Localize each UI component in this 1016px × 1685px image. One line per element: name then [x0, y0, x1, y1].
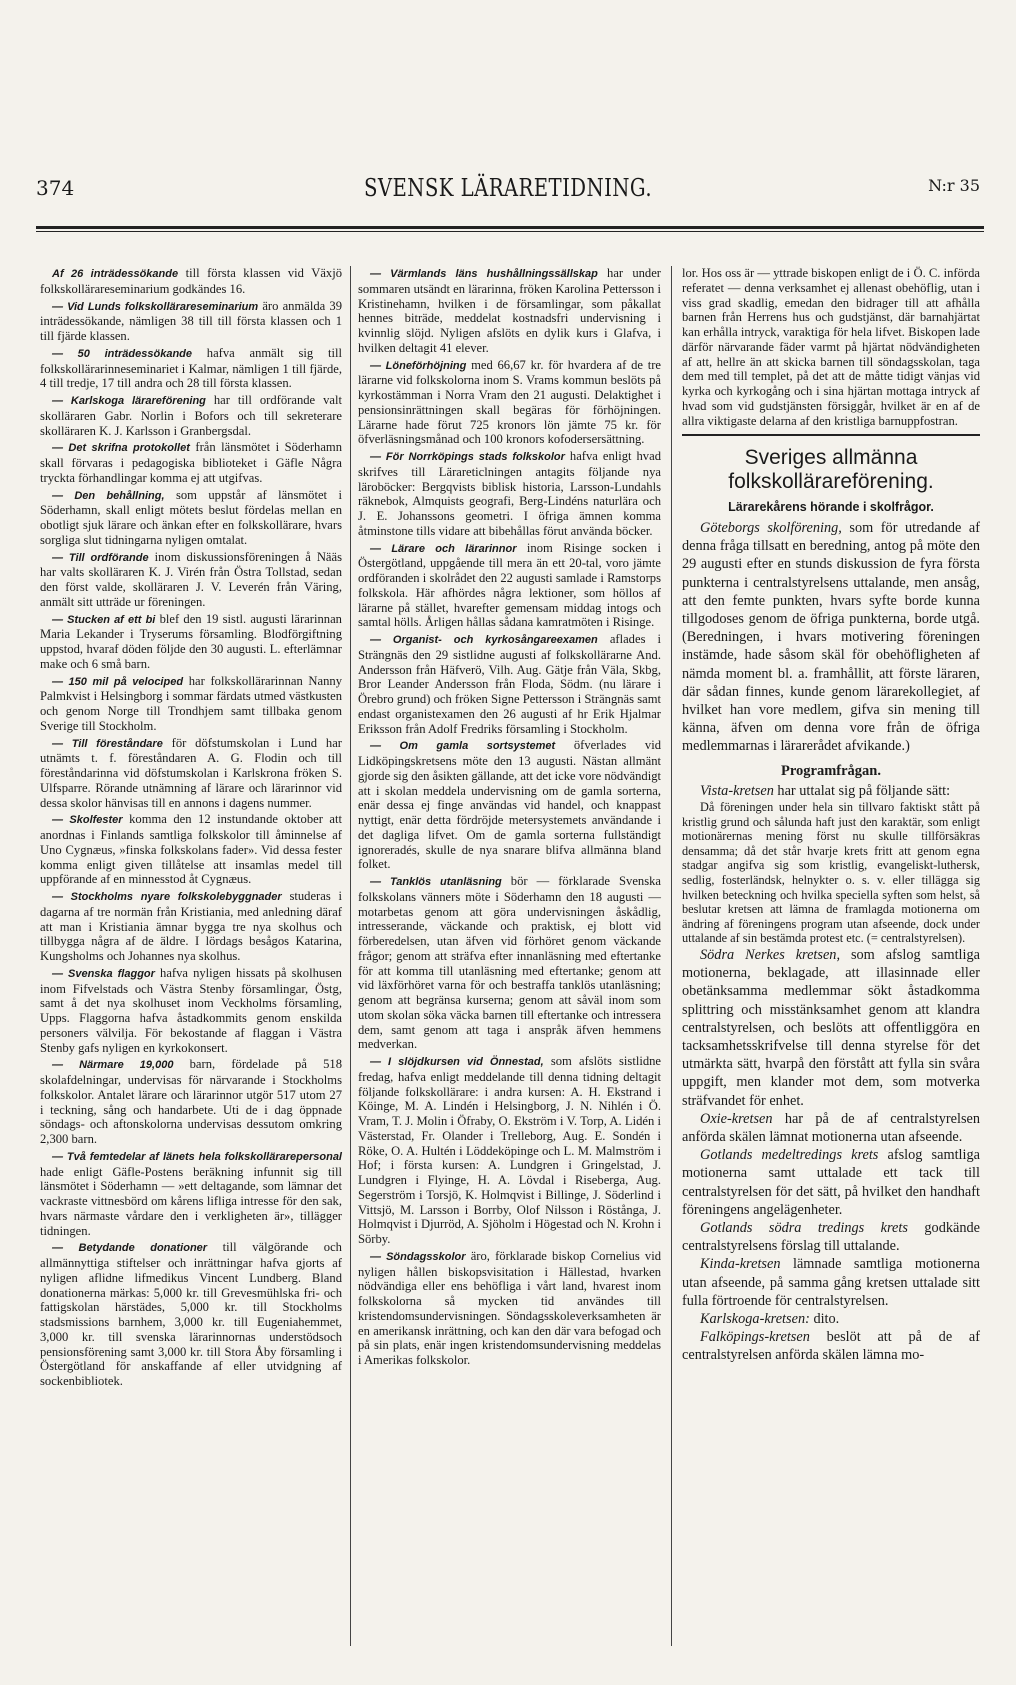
association-section [682, 434, 980, 1364]
newspaper-title: SVENSK LÄRARETIDNING. [364, 174, 652, 202]
quoted-resolution: Då föreningen under hela sin tillvaro faktiskt stått på kristlig grund och sålunda haft just den karaktär, som enligt motionärernas mening först nu skulle tillförsäkras densamma; då det står hvarje krets fritt att genom egna stadgar angifva sig som kristlig, evangeliskt-luthersk, sedlig, fosterländsk, helnykter o. s. v. eller tillägga sig hvilken beteckning och hvilka speciella syften som helst, så beslutar kretsen att lämna de framlagda motionerna om ändring af föreningens program utan afseende, dock under uttalande af sin bestämda protest etc. (= centralstyrelsen). [682, 800, 980, 946]
paragraph: Falköpings-kretsen beslöt att på de af centralstyrelsen anförda skälen lämna mo- [682, 1329, 980, 1364]
paragraph: Gotlands medeltredings krets afslog samtliga motionerna samt uttalade ett tack till centralstyrelsen för det sätt, på hvilket den handhaft föreningens angelägenheter. [682, 1147, 980, 1218]
paragraph: Södra Nerkes kretsen, som afslog samtliga motionerna, beklagade, att illasinnade eller obetänksamma medlemmar sökt åstadkomma splittring och misstänksamhet genom att klandra centralstyrelsen, och beslöts att offentliggöra en tacksamhetsskrifvelse till denna styrelse för det utmärkta sätt, hvarpå den förstått att fylla sin svåra uppgift, men klander mot dem, som motverka sträfvandet för enhet. [682, 946, 980, 1109]
paragraph: Karlskoga-kretsen: dito. [700, 1311, 840, 1328]
news-item: — Tanklös utanläsning bör — förklarade Svenska folkskolans vänners möte i Söderhamn den 18 augusti — motarbetas genom att göra undervisningen åskådlig, intresserande, väckande och praktisk, ej blott vid förberedelsen, utan äfven vid förhöret genom väckande frågor; genom att sträfva efter innanläsning med eftertanke för att komma till utanläsning med eftertanke; genom att vid läxförhöret varna för och bestraffa tanklös utanläsning; genom att begränsa kurserna; genom att såväl inom som utom skolan söka väcka barnen till eftertanke och intressera dem, samt genom att taga i anspråk äfven hemmens medverkan. [358, 874, 661, 1052]
association-heading: Sveriges allmänna folkskollärareförening. [728, 446, 934, 494]
news-item: — För Norrköpings stads folkskolor hafva enligt hvad skrifves till Lärareticlningen antagits följande nya läroböcker: Bergqvists biblisk historia, Larsson-Lundahls räknebok, Almquists geografi, Berg-Lindéns naturlära och J. E. Johanssons geometri. I öfriga ämnen komma åtminstone tills vidare att bibehållas förut använda böcker. [358, 449, 661, 538]
column-2 [358, 266, 661, 1370]
column-3 [682, 266, 980, 1365]
news-item: — Det skrifna protokollet från länsmötet i Söderhamn skall förvaras i pedagogiska biblioteket i Gäfle Några tryckta förhandlingar komma ej att utgifvas. [40, 440, 343, 485]
header-rule-thin [36, 231, 984, 232]
news-item: — I slöjdkursen vid Önnestad, som afslöts sistlidne fredag, hafva enligt meddelande till denna tidning deltagit följande folkskollärare: i andra kursen: A. H. Ekstrand i Köinge, M. A. Lindén i Helsingborg, J. N. Nihlén i Ö. Vram, T. J. Molin i Öfraby, O. Ekström i V. Torp, A. Lidén i Västerstad, Fr. Olander i Trelleborg, Aug. E. Sondén i Röke, O. A. Hultén i Löddeköpinge och L. M. Malmström i Hof; i första kursen: A. Lundgren i Gringelstad, J. Lundgren i Flyinge, H. A. Lövdal i Riseberga, Aug. Segerström i Torsjö, K. Holmqvist i Billinge, J. Söderlind i Vittsjö, M. Larsson i Borrby, Olof Nilsson i Röstånga, J. Holmqvist i Djurröd, A. Sjöholm i Högestad och N. Krohn i Sörby. [358, 1054, 662, 1246]
news-item: — Karlskoga lärareförening har till ordförande valt skolläraren Gabr. Norlin i Bofors och till sekreterare skolläraren K. J. Karlsson i Granbergsdal. [40, 393, 342, 438]
sermon-continuation: lor. Hos oss är — yttrade biskopen enligt de i Ö. C. införda referatet — denna verksamhet ej allenast obehöflig, utan i viss grad skadlig, emedan den bidrager till att afhålla barnen från Herrens hus och gudstjänst, där barnahjärtat kan erhålla intryck, varaktiga för hela lifvet. Biskopen lade därför närvarande fäder varmt på hjärtat nödvändigheten af att, hellre än att skicka barnen till söndagsskolan, taga dem med till templet, på det att de måtte tidigt vänjas vid kyrka och kyrkogång och i sina hjärtan mottaga intryck af hvad som vid gudstjänsten försiggår, hvilket är en af de allra viktigaste delarna af den kristliga barnuppfostran. [682, 266, 980, 428]
news-item: — Löneförhöjning med 66,67 kr. för hvardera af de tre lärarne vid folkskolorna inom S. Vrams kommun beslöts på kyrkostämman i Norra Vram den 21 augusti. Delaktighet i pensionsinrättningen skall begäras för förhöjningen. Lärarne hade förut 725 kronors lön jämte 75 kr. för öfverläsningsmånad och 100 kronors kofodersersättning. [358, 357, 662, 447]
news-item: — Vid Lunds folkskollärareseminarium äro anmälda 39 inträdessökande, nämligen 38 till till första klassen och 1 till fjärde klassen. [40, 298, 342, 343]
news-item: — 50 inträdessökande hafva anmält sig till folkskollärarinneseminariet i Kalmar, nämligen 1 till fjärde, 4 till tredje, 17 till andra och 28 till första klassen. [40, 345, 342, 391]
issue-number: N:r 35 [928, 176, 980, 195]
news-item: — Stucken af ett bi blef den 19 sistl. augusti lärarinnan Maria Lekander i Tryserums församling. Blodförgiftning uppstod, hvaraf döden följde den 30 augusti. L. efterlämnar make och 6 små barn. [40, 611, 342, 671]
column-1 [40, 266, 342, 1391]
column-divider [671, 266, 672, 1646]
news-item: — Lärare och lärarinnor inom Risinge socken i Östergötland, uppgående till mera än ett 20-tal, voro jämte ordföranden i skolrådet den 22 augusti samlade i Ramstorps folkskola. Här afhördes några lektioner, som höllos af lärarne på stället, hvarefter gemensam middag intogs och samtal hölls. Årligen hållas sådana kamratmöten i Risinge. [358, 540, 661, 630]
news-item: — Skolfester komma den 12 instundande oktober att anordnas i Finlands samtliga folkskolor till åminnelse af Uno Cygnæus, »finska folkskolans fader». Vid dessa fester komma enligt given tillåtelse att insamlas medel till uppförande af en minnesstod åt Cygnæus. [40, 812, 343, 887]
paragraph: Oxie-kretsen har på de af centralstyrelsen anförda skälen lämnat motionerna utan afseende. [682, 1110, 981, 1146]
news-item: Af 26 inträdessökande till första klassen vid Växjö folkskollärareseminarium godkändes 16. [40, 266, 343, 296]
program-heading: Programfrågan. [781, 762, 881, 779]
page-number: 374 [36, 176, 75, 200]
news-item: — Organist- och kyrkosångareexamen aflades i Strängnäs den 29 sistlidne augusti af folkskollärarne And. Andersson från Häfverö, Vilh. Aug. Gätje från Väla, Skbg, Bror Leander Andersson från Floda, Södm. (nu lärare i Örebro grund) och fröken Signe Pettersson i Strängnäs samt endast organistexamen den 26 augusti af hr Erik Hjalmar Eriksson från Adolf Fredriks församling i Stockholm. [358, 632, 661, 736]
paragraph: Vista-kretsen har uttalat sig på följande sätt: [700, 782, 951, 799]
news-item: — Till föreståndare för döfstumskolan i Lund har utnämts t. f. föreståndaren A. G. Flodin och till föreståndarinna vid döfstumskolan i Karlskrona fröken S. Ulfsparre. Rörande utnämning af lärare och lärarinnor vid dessa skolor hänvisas till en annons i dagens nummer. [40, 735, 342, 810]
paragraph: Göteborgs skolförening, som för utredande af denna fråga tillsatt en beredning, antog på möte den 29 augusti efter en stunds diskussion de fyra första punkterna i centralstyrelsens uttalande, men ansåg, att den femte punkten, hvars syfte borde kunna tillgodoses genom de öfriga punkterna, borde utgå. (Beredningen, i hvars motivering föreningen instämde, hade såsom skäl för obehöfligheten af nämda moment bl. a. framhållit, att förste läraren, där sådan finnes, kunde genom lärarekollegiet, af hvilket han vore medlem, gifva sin mening till känna, äfven om denna vore från de öfriga medlemmarnas i lärarerådet afvikande.) [682, 520, 980, 755]
news-item: — Söndagsskolor äro, förklarade biskop Cornelius vid nyligen hållen biskopsvisitation i Hällestad, hvarken nödvändiga eller ens behöfliga i vårt land, hvarest inom folkskolorna så mycken tid användes till kristendomsundervisningen. Söndagsskoleverksamheten är en amerikansk inrättning, och kan den där vara befogad och på sin plats, enär ingen kristendomsundervisning meddelas i Amerikas folkskolor. [358, 1248, 661, 1367]
news-item: — 150 mil på velociped har folkskollärarinnan Nanny Palmkvist i Helsingborg i sommar färdats utmed västkusten och genom Norge till Trondhjem samt tillbaka genom Sverige till Stockholm. [40, 673, 342, 733]
column-divider [350, 266, 351, 1646]
news-item: — Den behållning, som uppstår af länsmötet i Söderhamn, skall enligt mötets beslut fördelas mellan en obotligt sjuk lärare och änkan efter en folkskollärare, hvars sorgliga slut tidningarna nyligen omtalat. [40, 487, 342, 547]
news-item: — Om gamla sortsystemet öfverlades vid Lidköpingskretsens möte den 13 augusti. Nästan allmänt gjorde sig den åsikten gällande, att det icke vore nödvändigt att i skolan meddela undervisning om de gamla sorterna, enär dessa ej finge användas vid handel, och knappast nyttigt, enär detta fördröjde metersystemets användande i det dagliga lifvet. Om de gamla sorterna fullständigt ignoreradés, skulle de nya snarare blifva allmänna bland folket. [358, 738, 661, 872]
section-subheading: Lärarekårens hörande i skolfrågor. [728, 500, 934, 515]
page-header [36, 172, 980, 202]
news-item: — Betydande donationer till välgörande och allmännyttiga stiftelser och inrättningar hafva gjorts af nyligen aflidne lifmedikus Vincent Lundberg. Bland donationerna märkas: 5,000 kr. till Grevesmühlska fri- och fattigskolan härstädes, 5,000 kr. till Stockholms stadsmissions barnhem, 3,000 kr. till Eugeniahemmet, 3,000 kr. till svenska lärarinnornas understödsoch pensionsförening samt 3,000 kr. till Stora Åby församling i Östergötland för anskaffande af eller utvidgning af sockenbibliotek. [40, 1240, 342, 1388]
news-item: — Närmare 19,000 barn, fördelade på 518 skolafdelningar, undervisas för närvarande i Stockholms folkskolor. Antalet lärare och lärarinnor utgör 517 utom 27 i teckning, sång och handarbete. Uti de i dag öppnade söndags- och aftonskolorna undervisas dessutom omkring 2,300 barn. [40, 1057, 342, 1146]
header-rule [36, 226, 984, 229]
news-item: — Två femtedelar af länets hela folkskollärarepersonal hade enligt Gäfle-Postens beräkning infunnit sig till länsmötet i Söderhamn — »ett deltagande, som lämnar det vackraste vittnesbörd om kårens lifliga intresse för den sak, hvars närmaste vårdare den i verkligheten är», tillägger tidningen. [40, 1150, 342, 1238]
news-item: — Svenska flaggor hafva nyligen hissats på skolhusen inom Fifvelstads och Västra Stenby församlingar, Östg, samt å det nya skolhuset inom Veckholms församling, Upps. Flaggorna hafva åstadkommits genom enskilda personers välvilja. För bekostande af flaggan i Västra Stenby gafs nyligen en kyrkokonsert. [40, 965, 342, 1055]
news-item: — Stockholms nyare folkskolebyggnader studeras i dagarna af tre normän från Kristiania, med anledning däraf att man i Kristiania ämnar bygga tre nya skolhus och tillbygga några af de äldre. I lördags besågos Katarina, Kungsholms och Johannes nya skolhus. [40, 889, 342, 963]
news-item: — Till ordförande inom diskussionsföreningen å Nääs har valts skolläraren K. J. Virén från Östra Tollstad, sedan den först valde, skolläraren J. V. Leverén från Väring, anmält sitt utträde ur föreningen. [40, 549, 342, 609]
paragraph: Gotlands södra tredings krets godkände centralstyrelsens förslag till uttalande. [682, 1220, 980, 1255]
news-item: — Värmlands läns hushållningssällskap har under sommaren utsändt en lärarinna, fröken Karolina Pettersson i Kristinehamn, hvilken i de församlingar, som påkallat hennes biträde, meddelat kostnadsfri undervisning i kvinnlig slöjd. Nyligen afslöts en dylik kurs i Glafva, i hvilken deltagit 41 elever. [358, 266, 661, 355]
paragraph: Kinda-kretsen lämnade samtliga motionerna utan afseende, på samma gång kretsen uttalade sitt fulla förtroende för centralstyrelsen. [682, 1256, 980, 1309]
